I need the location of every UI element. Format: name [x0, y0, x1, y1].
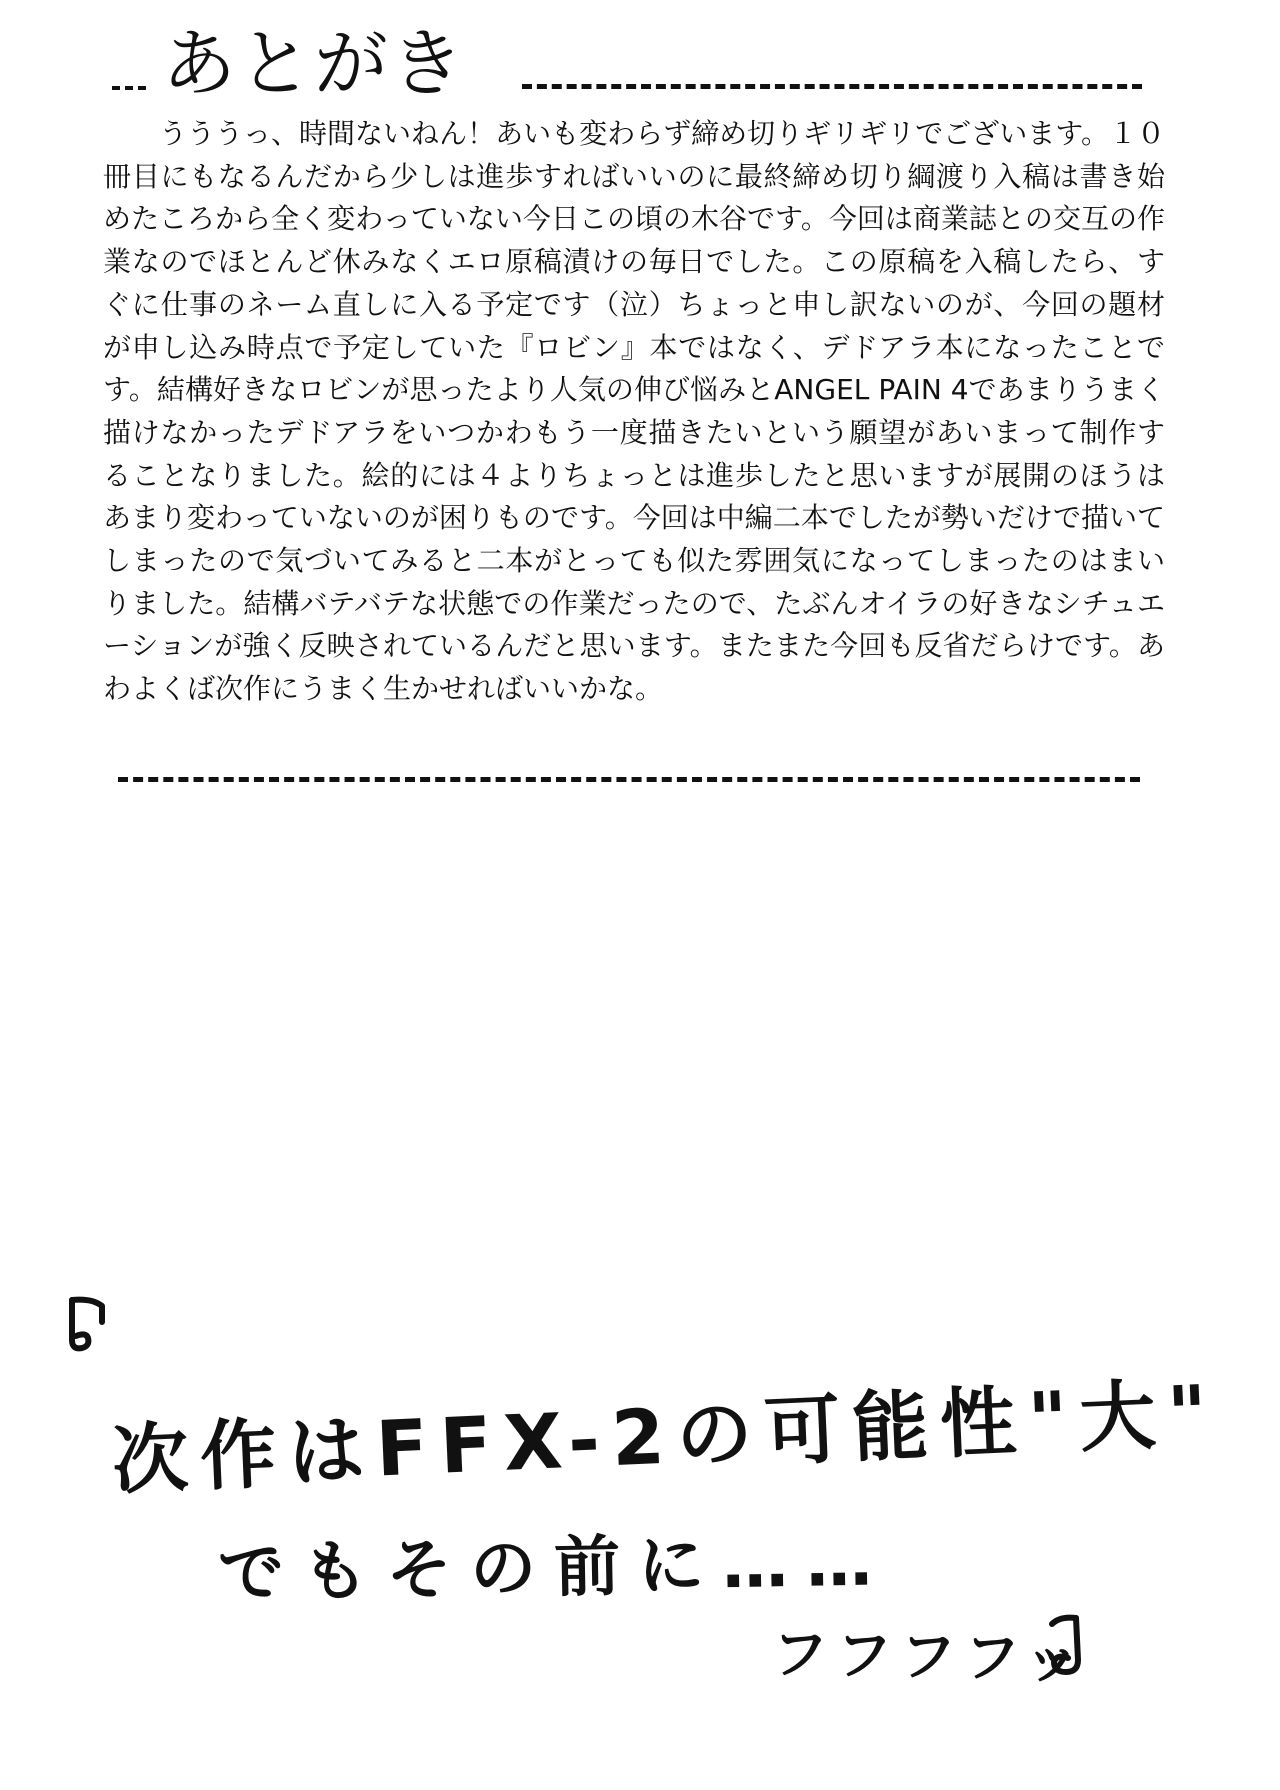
- heading-dashed-rule: [522, 84, 1142, 89]
- music-note-close-icon: [1042, 1612, 1090, 1678]
- music-note-open-icon: [62, 1292, 110, 1356]
- handwritten-note: [0, 1290, 1280, 1750]
- afterword-body-text: うううっ、時間ないねん！あいも変わらず締め切りギリギリでございます。１０冊目にもなるんだから少しは進歩すればいいのに最終締め切り綱渡り入稿は書き始めたころから全く変わっていない今日この頃の木谷です。今回は商業誌との交互の作業なのでほとんど休みなくエロ原稿漬けの毎日でした。この原稿を入稿したら、すぐに仕事のネーム直しに入る予定です（泣）ちょっと申し訳ないのが、今回の題材が申し込み時点で予定していた『ロビン』本ではなく、デドアラ本になったことです。結構好きなロビンが思ったより人気の伸び悩みとANGEL PAIN 4であまりうまく描けなかったデドアラをいつかわもう一度描きたいという願望があいまって制作することなりました。絵的には４よりちょっとは進歩したと思いますが展開のほうはあまり変わっていないのが困りものです。今回は中編二本でしたが勢いだけで描いてしまったので気づいてみると二本がとっても似た雰囲気になってしまったのはまいりました。結構バテバテな状態での作業だったので、たぶんオイラの好きなシチュエーションが強く反映されているんだと思います。またまた今回も反省だらけです。あわよくば次作にうまく生かせればいいかな。: [103, 117, 1165, 706]
- handwritten-line-2: でもその前に……: [217, 1523, 891, 1612]
- handwritten-line-1: 次作はFFX-2の可能性"大": [110, 1367, 1222, 1505]
- page-title: あとがき: [162, 21, 466, 107]
- handwritten-line-3: フフフフッ: [771, 1622, 1089, 1693]
- heading-leader-dashes: [112, 86, 146, 90]
- afterword-heading: [112, 21, 1142, 107]
- body-bottom-dashed-rule: [118, 777, 1140, 782]
